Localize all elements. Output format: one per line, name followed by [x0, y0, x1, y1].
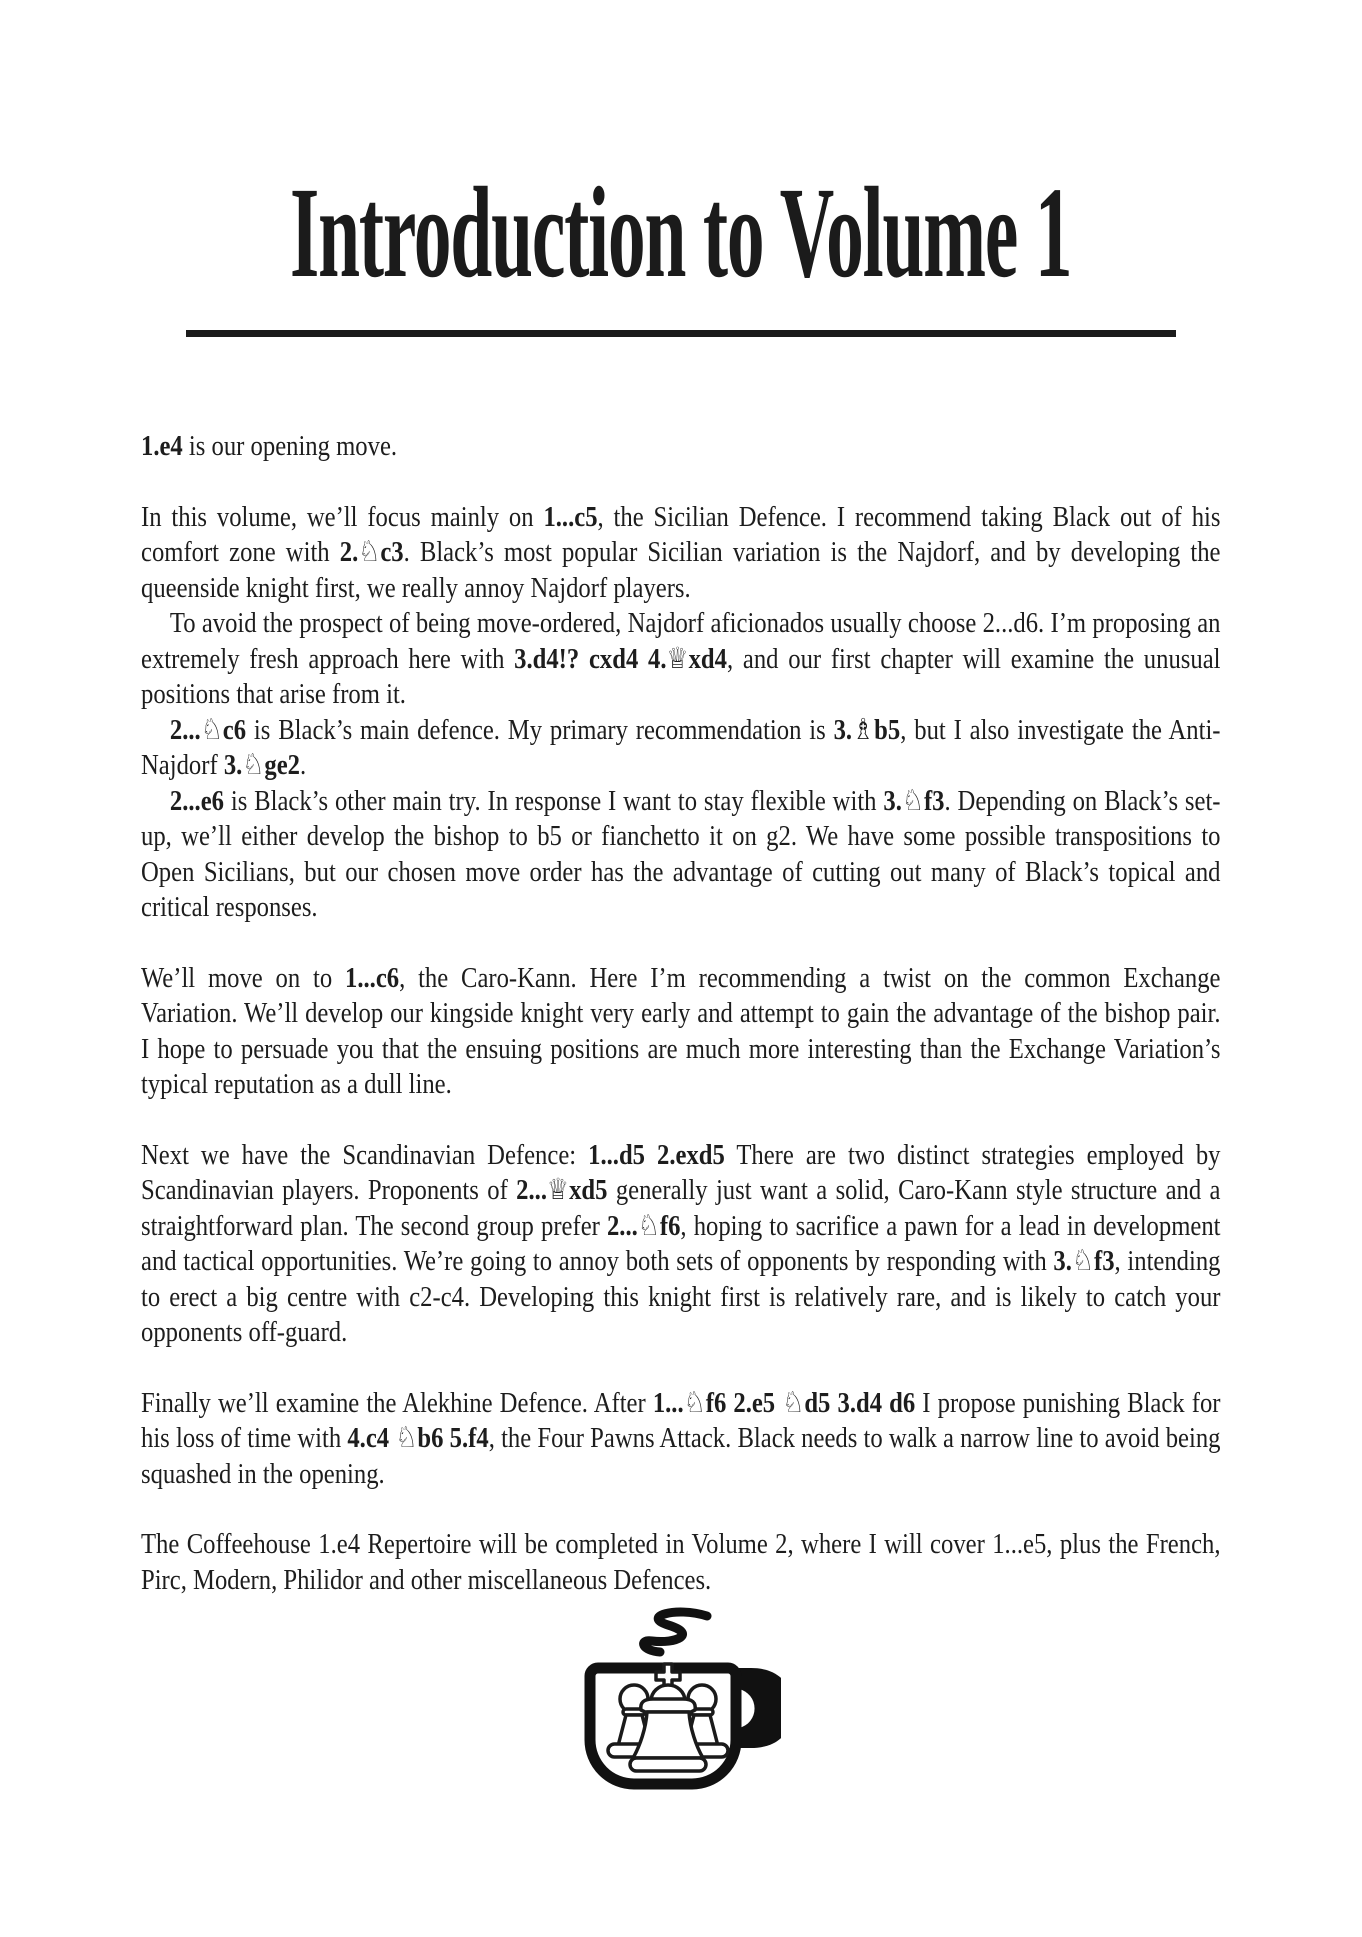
chess-move-bold: 3.d4!? cxd4 4.♕xd4	[514, 642, 727, 675]
title-wrap	[0, 161, 1362, 305]
chess-move-bold: 1...d5 2.exd5	[588, 1138, 725, 1171]
chess-move-bold: 2...♘f6	[606, 1209, 681, 1242]
chess-move-bold: 3.♘f3	[883, 784, 945, 817]
chess-move-bold: 2.♘c3	[339, 536, 404, 568]
text-run: , the Caro-Kann. Here I’m recommending a twist on the common Exchange Variation. We’ll develop our kingside knight very early and attempt to gain the advantage of the bishop pair. I hope to persuade you that the ensuing positions are much more interesting than the Exchange Variation’s typical reputation as a dull line.	[141, 961, 1221, 1100]
paragraph	[141, 1386, 1221, 1493]
chess-move-bold: 2...♘c6	[169, 713, 247, 746]
chess-move-bold: 3.♗b5	[833, 713, 901, 746]
text-run: Next we have the Scandinavian Defence:	[141, 1138, 589, 1171]
paragraph	[141, 429, 1221, 465]
chess-move-bold: 4.c4 ♘b6 5.f4	[347, 1422, 489, 1454]
text-run: . Depending on Black’s set-up, we’ll either develop the bishop to b5 or fianchetto it on g2. We have some possible transpositions to Open Sicilians, but our chosen move order has the advantage of cutting out many of Black’s topical and critical responses.	[141, 784, 1221, 923]
chapter-title: Introduction to Volume 1	[290, 161, 1072, 305]
paragraph	[141, 1138, 1221, 1351]
title-rule	[186, 330, 1176, 337]
coffeehouse-chess-cup-logo	[581, 1606, 781, 1803]
text-run: , intending to erect a big centre with c2-c4. Developing this knight first is relatively rare, and is likely to catch your opponents off-guard.	[141, 1245, 1221, 1348]
chess-move-bold: 2...♕xd5	[516, 1174, 608, 1206]
text-run: is Black’s other main try. In response I want to stay flexible with	[223, 784, 884, 817]
chess-move-bold: 1.e4	[141, 430, 183, 462]
paragraph	[141, 784, 1221, 926]
body-text	[141, 429, 1221, 1598]
text-run: The Coffeehouse 1.e4 Repertoire will be completed in Volume 2, where I will cover 1...e5, plus the French, Pirc, Modern, Philidor and other miscellaneous Defences.	[141, 1528, 1221, 1596]
paragraph	[141, 500, 1221, 607]
text-run: To avoid the prospect of being move-ordered, Najdorf aficionados usually choose 2...d6. I’m proposing an extremely fresh approach here with	[141, 607, 1221, 675]
text-run: , but I also investigate the Anti-Najdorf	[141, 713, 1221, 781]
paragraph	[141, 713, 1221, 784]
paragraph	[141, 961, 1221, 1103]
text-run: , the Four Pawns Attack. Black needs to walk a narrow line to avoid being squashed in the opening.	[141, 1422, 1221, 1490]
text-run: is our opening move.	[182, 430, 398, 462]
chess-move-bold: 1...c5	[543, 500, 598, 533]
chess-move-bold: 3.♘ge2	[223, 749, 301, 781]
chess-move-bold: 1...♘f6 2.e5 ♘d5 3.d4 d6	[652, 1386, 916, 1419]
text-run: , hoping to sacrifice a pawn for a lead in development and tactical opportunities. We’re going to annoy both sets of opponents by responding with	[141, 1209, 1221, 1277]
chess-move-bold: 3.♘f3	[1053, 1245, 1115, 1277]
text-run: .	[300, 749, 307, 781]
chess-move-bold: 2...e6	[169, 784, 224, 817]
paragraph	[141, 1527, 1221, 1598]
text-run: is Black’s main defence. My primary recommendation is	[246, 713, 834, 746]
text-run: . Black’s most popular Sicilian variation is the Najdorf, and by developing the queenside knight first, we really annoy Najdorf players.	[141, 536, 1221, 604]
text-run: , the Sicilian Defence. I recommend taking Black out of his comfort zone with	[141, 500, 1221, 568]
steam-icon	[644, 1612, 707, 1652]
text-run: In this volume, we’ll focus mainly on	[141, 500, 544, 533]
chess-move-bold: 1...c6	[345, 961, 400, 994]
text-run: , and our first chapter will examine the unusual positions that arise from it.	[141, 642, 1221, 710]
text-run: I propose punishing Black for his loss of time with	[141, 1386, 1221, 1454]
text-run: Finally we’ll examine the Alekhine Defence. After	[141, 1386, 653, 1419]
paragraph	[141, 606, 1221, 713]
text-run: There are two distinct strategies employed by Scandinavian players. Proponents of	[141, 1138, 1221, 1206]
text-run: We’ll move on to	[141, 961, 346, 994]
text-run: generally just want a solid, Caro-Kann style structure and a straightforward plan. The second group prefer	[141, 1174, 1221, 1242]
